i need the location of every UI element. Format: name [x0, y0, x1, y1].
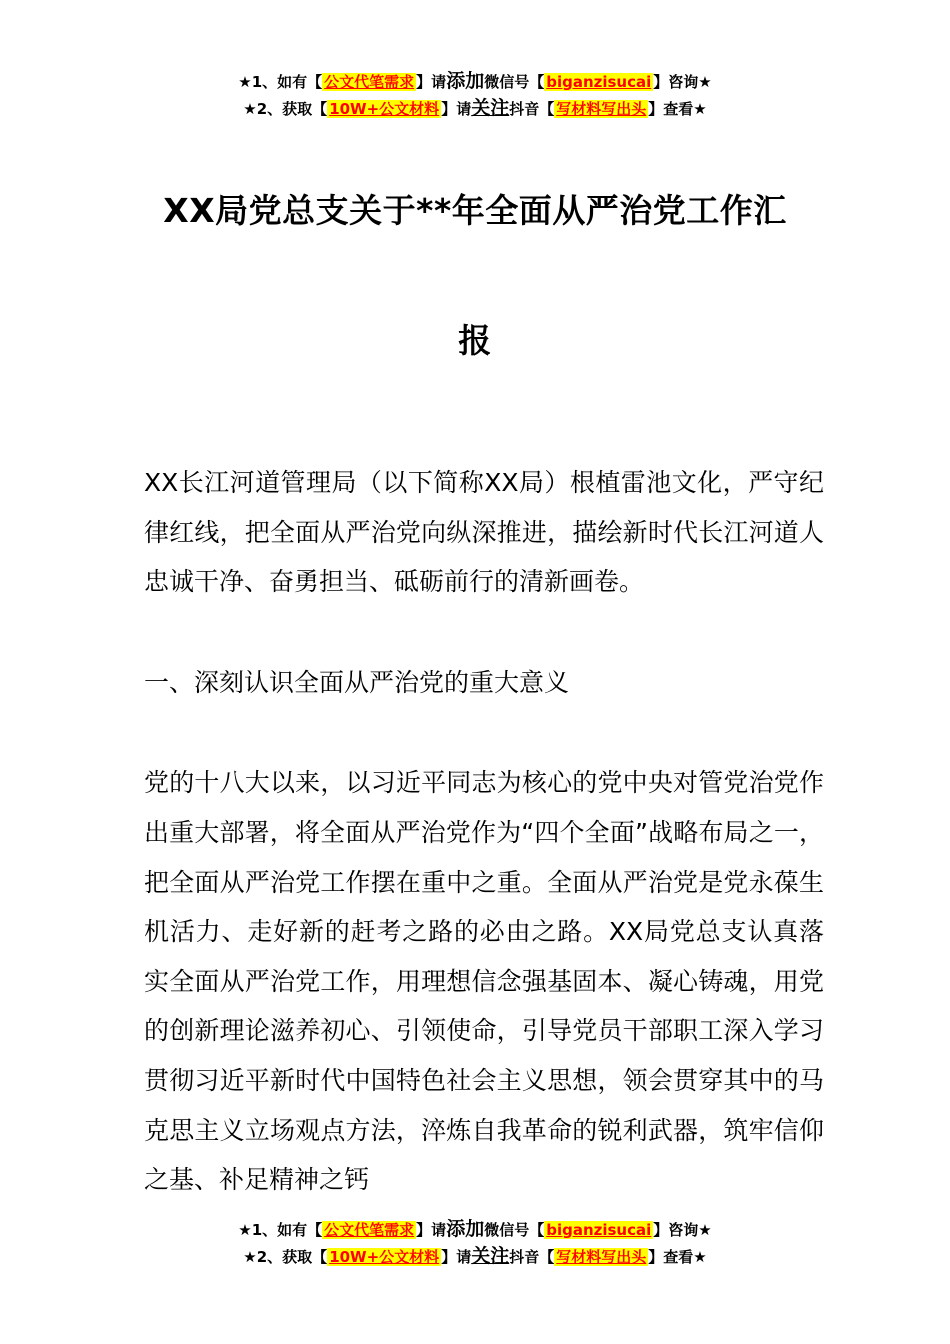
banner-emphasis: 关注: [471, 1245, 510, 1267]
banner-text: 】咨询★: [653, 73, 712, 91]
banner-text: 微信号【: [484, 73, 545, 91]
banner-line-1: [0, 68, 950, 95]
banner-line-1: [0, 1216, 950, 1243]
banner-emphasis: 关注: [471, 97, 510, 119]
banner-line-2: [0, 1243, 950, 1270]
banner-emphasis: 添加: [446, 70, 485, 92]
banner-text: 抖音【: [509, 1248, 555, 1266]
douyin-highlight: 写材料写出头: [556, 100, 647, 118]
title-line-1: XX局党总支关于**年全面从严治党工作汇: [163, 191, 787, 230]
banner-text: 】请: [416, 73, 447, 91]
materials-highlight: 10W+公文材料: [329, 1248, 440, 1266]
document-title: [120, 146, 830, 406]
banner-text: 】查看★: [648, 100, 707, 118]
banner-text: 】咨询★: [653, 1221, 712, 1239]
banner-text: ★2、获取【: [243, 1248, 328, 1266]
banner-text: 】请: [416, 1221, 447, 1239]
wechat-id-highlight: biganzisucai: [546, 73, 652, 91]
banner-text: 抖音【: [509, 100, 555, 118]
intro-paragraph: XX长江河道管理局（以下简称XX局）根植雷池文化，严守纪律红线，把全面从严治党向纵深推进，描绘新时代长江河道人忠诚干净、奋勇担当、砥砺前行的清新画卷。: [144, 468, 824, 597]
banner-text: 微信号【: [484, 1221, 545, 1239]
title-line-2: 报: [458, 321, 492, 360]
service-highlight: 公文代笔需求: [324, 73, 415, 91]
banner-text: 】查看★: [648, 1248, 707, 1266]
header-banner: [0, 68, 950, 122]
footer-banner: [0, 1216, 950, 1270]
banner-text: 】请: [441, 100, 472, 118]
banner-text: ★1、如有【: [238, 1221, 323, 1239]
douyin-highlight: 写材料写出头: [556, 1248, 647, 1266]
body-paragraph: 党的十八大以来，以习近平同志为核心的党中央对管党治党作出重大部署，将全面从严治党作为“四个全面”战略布局之一，把全面从严治党工作摆在重中之重。全面从严治党是党永葆生机活力、走好新的赶考之路的必由之路。XX局党总支认真落实全面从严治党工作，用理想信念强基固本、凝心铸魂，用党的创新理论滋养初心、引领使命，引导党员干部职工深入学习贯彻习近平新时代中国特色社会主义思想，领会贯穿其中的马克思主义立场观点方法，淬炼自我革命的锐利武器，筑牢信仰之基、补足精神之钙: [144, 768, 824, 1195]
banner-text: ★2、获取【: [243, 100, 328, 118]
banner-text: 】请: [441, 1248, 472, 1266]
banner-text: ★1、如有【: [238, 73, 323, 91]
banner-emphasis: 添加: [446, 1218, 485, 1240]
service-highlight: 公文代笔需求: [324, 1221, 415, 1239]
materials-highlight: 10W+公文材料: [329, 100, 440, 118]
wechat-id-highlight: biganzisucai: [546, 1221, 652, 1239]
section-heading: 一、深刻认识全面从严治党的重大意义: [144, 667, 570, 697]
banner-line-2: [0, 95, 950, 122]
document-body: [144, 458, 824, 1205]
